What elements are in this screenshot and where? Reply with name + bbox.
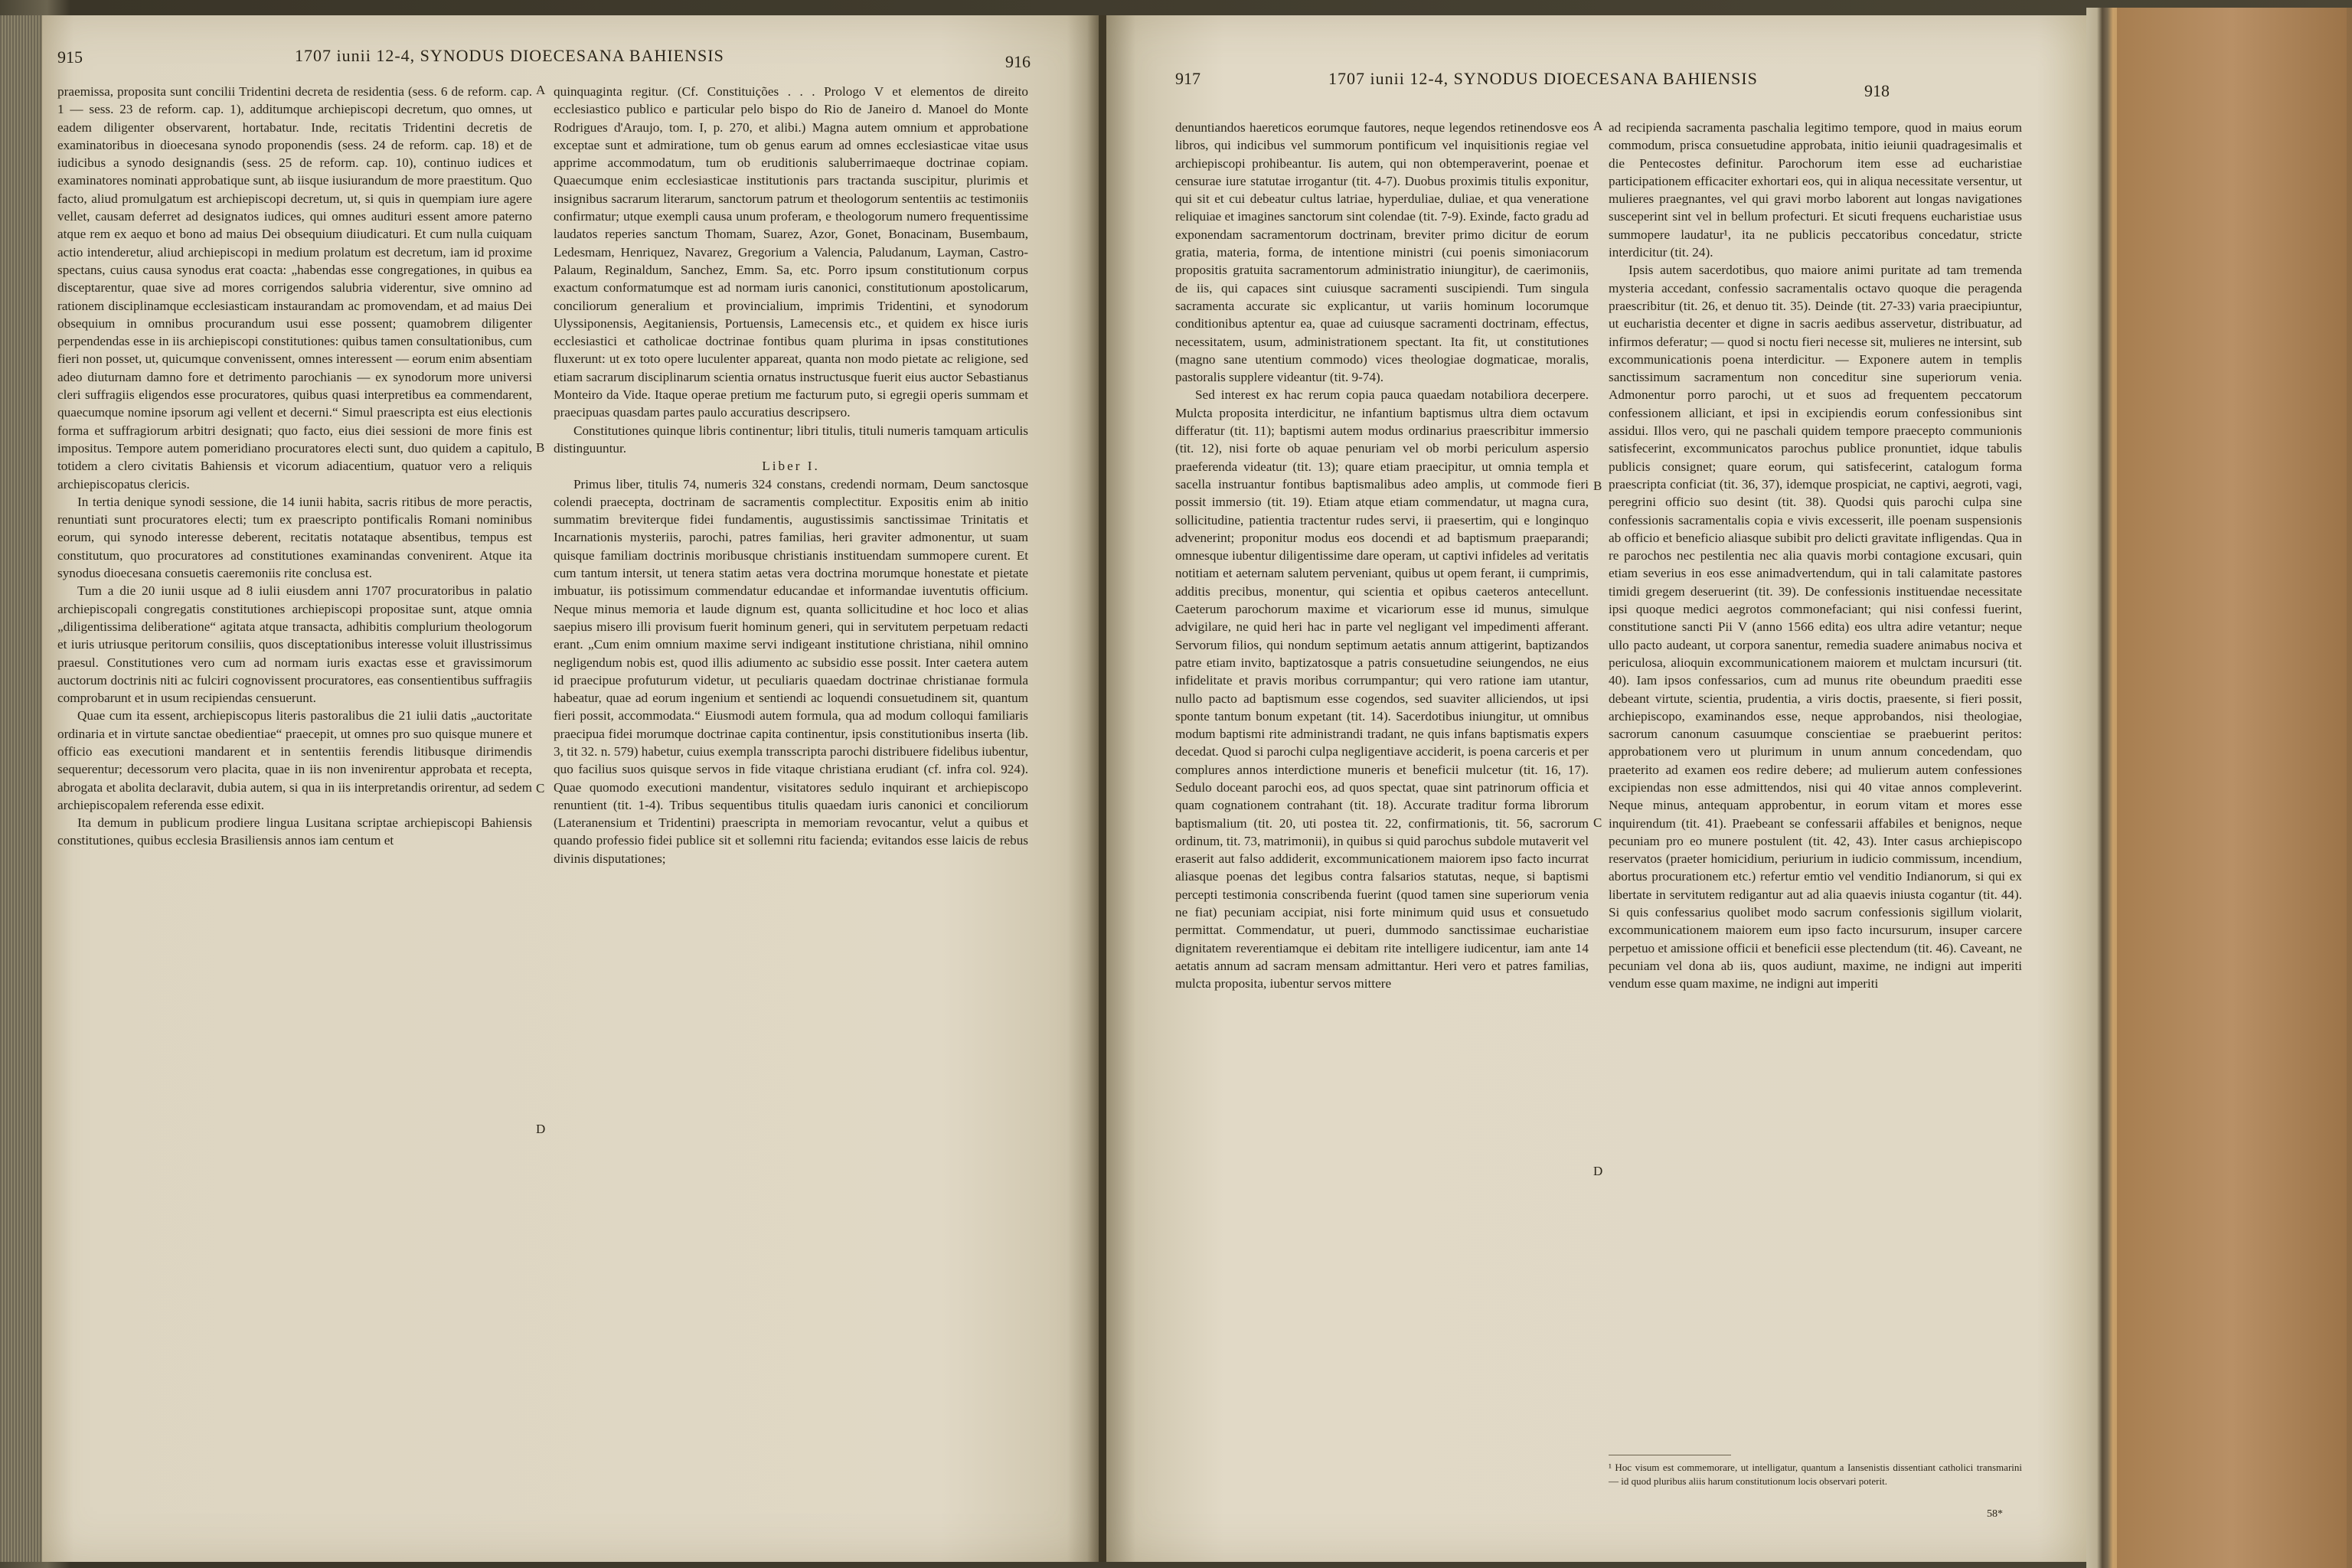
- footnote: ¹ Hoc visum est commemorare, ut intelligatur, quantum a Iansenistis dissentiant catholici transmarini — id quod pluribus aliis harum constitutionum locis observari poterit.: [1609, 1462, 2022, 1487]
- page-number: 918: [1864, 81, 1890, 100]
- paragraph: Quae cum ita essent, archiepiscopus literis pastoralibus die 21 iulii datis „auctoritate ordinaria et in virtute sanctae obedientiae“ praecepit, ut omnes pro suo quisque munere et officio eas executioni mandarent et in sententiis ferendis litibusque dirimendis sequerentur; decessorum vero placita, quae in iis non invenirentur approbata et recepta, abrogata et abolita declaravit, dubia autem, si qua in iis interpretandis orirentur, ad sedem archiepiscopalem referenda esse edixit.: [57, 708, 532, 812]
- paragraph: quinquaginta regitur. (Cf. Constituições . . . Prologo V et elementos de direito ecclesiastico publico e particular pelo bispo do Rio de Janeiro d. Manoel do Monte Rodrigues d'Araujo, tom. I, p. 270, et alibi.) Magna autem omnium et approbatione exceptae sunt et admiratione, tum ob genus earum ad omnes ecclesiasticae vitae usus apprime accommodatum, tum ob eruditionis saluberrimaeque doctrinae copiam. Quaecumque enim ecclesiasticae institutionis pars tractanda suscipitur, plurimis et insignibus sacrarum literarum, sanctorum patrum et theologorum sententiis ac testimoniis confirmatur; utque exempli causa unum proferam, e theologorum numero frequentissime laudatos reperies sanctum Thomam, Suarez, Azor, Gonet, Bonacinam, Busembaum, Ledesmam, Henriquez, Navarez, Gregorium a Valencia, Paludanum, Layman, Castro-Palaum, Reginaldum, Sanchez, Emm. Sa, etc. Porro ipsum constitutionum corpus exactum conformatumque est ad normam iuris canonici, constitutionum apostolicarum, conciliorum generalium et provincialium, imprimis Tridentini, et synodorum Ulyssiponensis, Aegitaniensis, Portuensis, Lamecensis etc., et quidem ex hisce iuris ecclesiastici et catholicae doctrinae fontibus quam plurima in ipsas constitutiones fluxerunt: ut ex toto opere luculenter appareat, quanta non modo pietate ac religione, sed etiam sacrarum disciplinarum scientia ornatus instructusque fuerit eius auctor Sebastianus Monteiro da Vide. Itaque operae pretium me facturum puto, si egregii operis summam et praecipuas quasdam partes paulo accuratius descripsero.: [554, 84, 1028, 420]
- text-column-2: [554, 83, 1028, 867]
- book-cover-edge: [2086, 8, 2352, 1568]
- left-page: [42, 15, 1099, 1562]
- text-column-1: [1175, 119, 1589, 993]
- paragraph: Primus liber, titulis 74, numeris 324 constans, credendi normam, Deum sanctosque colendi praecepta, doctrinam de sacramentis complectitur. Expositis enim ab initio summatim breviterque fidei fundamentis, augustissimis sanctissimae Trinitatis et Incarnationis mysteriis, parochi, patres familias, heri graviter admonentur, ut suam quisque familiam doctrinis moribusque christianis instituendam summopere curent. Et cum tantum intersit, ut tenera statim aetas vera doctrina morumque honestate et pietate imbuatur, iis potissimum commendatur educandae et informandae iuventutis officium. Neque minus memoria et laude dignum est, quanta sollicitudine et hoc loco et alias saepius misero illi provisum fuerit hominum generi, qui in servitutem perpetuam redacti erant. „Cum enim omnium maxime servi indigeant institutione christiana, nihil omnino negligendum nobis est, quod illis adiumento ac subsidio esse possit. Inter caetera autem id praecipue profuturum videtur, ut peculiaris quaedam doctrinae christianae formula habeatur, quae ad eorum ingenium et sentiendi ac loquendi consuetudinem sit, quantum fieri possit, accommodata.“ Eiusmodi autem formula, qua ad modum colloqui familiaris praecipua fidei morumque doctrinae capita continentur, ipsis constitutionibus inserta (lib. 3, tit 32. n. 579) habetur, cuius exempla transscripta parochi distribuere fidelibus iubentur, quo facilius suos quisque servos in fide vitaque christiana erudiant (cf. infra col. 924). Quae quomodo executioni mandentur, visitatores sedulo inquirant et archiepiscopo renuntient (tit. 1-4). Tribus sequentibus titulis quaedam iuris canonici et conciliorum (Lateranensium et Tridentini) praescripta in memoriam revocantur, velut a quibus et quando professio fidei publice sit et sollemni ritu facienda; evitandos esse laicis de rebus divinis disputationes;: [554, 476, 1028, 866]
- paragraph: Ipsis autem sacerdotibus, quo maiore animi puritate ad tam tremenda mysteria accedant, confessio sacramentalis octavo quoque die peragenda praescribitur (tit. 26, et denuo tit. 35). Deinde (tit. 27-33) varia praecipiuntur, ut eucharistia decenter et digne in sacris aedibus asservetur, distribuatur, ad infirmos deferatur; — quod si noctu fieri necesse sit, mulieres ne intersint, sub excommunicationis poena interdicitur. — Exponere autem in templis sanctissimum sacramentum non conceditur sine superiorum venia. Admonentur porro parochi, ut et suos ad frequentem peccatorum confessionem alliciant, et ipsi in excipiendis eorum confessionibus sint assidui. Illos vero, qui ne paschali quidem tempore praecepto communionis satisfecerint, excommunicatos parochus publice pronuntiet, idque tabulis publicis consignet; quare eorum, qui satisfecerint, catalogum forma praescripta conficiat (tit. 36, 37), idemque prospiciat, ne captivi, aegroti, vagi, peregrini officio suo desint (tit. 38). Quodsi quis parochi culpa sine confessionis sacramentalis copia e vivis excesserit, ille poenam suspensionis ab officio et beneficio aliasque subibit pro delicti gravitate infligendas. Qua in re parochos nec pestilentia nec alia quavis morbi contagione excusari, quin etiam severius in eos esse animadvertendum, qui in tali calamitate pastores timidi gregem deseruerint (tit. 39). De confessionis instituendae necessitate ipsi quoque medici aegrotos commonefaciant; qui nisi confessi fuerint, constitutione sancti Pii V (anno 1566 edita) eos ultra adire vetantur; neque ullo pacto audeant, ut corpora sanentur, remedia suadere animabus nociva et periculosa, alioquin excommunicationem maiorem et mulctam incursuri (tit. 40). Iam ipsos confessarios, cum ad munus rite obeundum praediti esse debeant virtute, scientia, prudentia, a viris doctis, praesente, si fieri possit, archiepiscopo, examinandos esse, neque approbandos, nisi theologiae, sacrorum canonum casuumque conscientiae se praebuerint peritos: approbationem vero ut plurimum in unum annum concedendam, quo praeterito ad examen eos redire debere; ad mulierum autem confessiones excipiendas non esse admittendos, nisi qui 40 vitae annos compleverint. Neque minus, antequam approbentur, in eorum vitam et mores esse inquirendum (tit. 41). Praebeant se confessarii affabiles et benignos, neque pecuniam pro eo munere postulent (tit. 42, 43). Inter casus archiepiscopo reservatos (praeter homicidium, periurium in iudicio commissum, incendium, abortus procurationem etc.) refertur emtio vel venditio Indianorum, si qui ex libertate in servitutem redigantur aut ad alia quaevis iniusta cogantur (tit. 44). Si quis confessarius quolibet modo sacrum confessionis sigillum violarit, excommunicationem maiorem eum ipso facto incursurum, insuper carcere perpetuo et amissione officii et beneficii esse plectendum (tit. 46). Caveant, ne pecuniam vel dona ab iis, quos audiunt, maxime, ne indigni aut imperiti vendum esse quam maxime, ne indigni aut imperiti: [1609, 263, 2022, 991]
- text-column-2: [1609, 119, 2022, 993]
- signature-mark: 58*: [1987, 1508, 2003, 1520]
- right-page: [1106, 15, 2086, 1562]
- margin-marker: C: [1593, 815, 1602, 830]
- paragraph: denuntiandos haereticos eorumque fautores, neque legendos retinendosve eos libros, qui indicibus vel summorum pontificum vel inquisitionis regiae vel archiepiscopi prohibeantur. Iis autem, qui non obtemperaverint, poenae et censurae iure statutae irrogantur (tit. 4-7). Duobus proximis titulis exponitur, qui sit et cui debeatur cultus latriae, hyperduliae, duliae, et qua veneratione reliquiae et imagines sanctorum sint colendae (tit. 7-9). Exinde, facto gradu ad exponendam sacramentorum doctrinam, breviter primo dicitur de eorum gratia, materia, forma, de intentione ministri (cui poenis simoniacorum propositis gratuita sacramentorum administratio iniungitur), de caerimoniis, de iis, qui capaces sint cuiusque sacramenti suscipiendi. Tum singula sacramenta accurate sic explicantur, ut variis hominum locorumque conditionibus aptentur ea, quae ad cuiusque sacramenti doctrinam, effectus, necessitatem, usum, administrationem spectant. Ita fit, ut constitutiones (magno sane utentium commodo) vices theologiae dogmaticae, moralis, pastoralis supplere videantur (tit. 9-74).: [1175, 120, 1589, 385]
- page-number: 916: [1005, 52, 1031, 71]
- page-number: 917: [1175, 69, 1200, 88]
- margin-marker: A: [536, 83, 546, 97]
- running-head: 1707 iunii 12-4, SYNODUS DIOECESANA BAHIENSIS: [295, 46, 724, 65]
- page-number: 915: [57, 47, 83, 67]
- margin-marker: B: [1593, 479, 1602, 493]
- paragraph: Ita demum in publicum prodiere lingua Lusitana scriptae archiepiscopi Bahiensis constitutiones, quibus ecclesia Brasiliensis annos iam centum et: [57, 815, 532, 848]
- paragraph: Sed interest ex hac rerum copia pauca quaedam notabiliora decerpere. Mulcta proposita interdicitur, ne infantium baptismus ultra diem octavum differatur (tit. 11); baptismi autem modus ordinarius praescribitur immersio (tit. 12), nisi forte ob aquae penuriam vel ob morbi periculum aspersio praeferenda videatur (tit. 13); quare etiam praecipitur, ut omnia templa et sacella instruantur fontibus baptismalibus adeo amplis, ut commode fieri possit immersio (tit. 19). Etiam atque etiam commendatur, ut magna cura, sollicitudine, patientia tractentur rudes servi, ii praesertim, qui e longinquo advenerint; proponitur modus eos docendi et ad baptismum praeparandi; omnesque iubentur diligentissime dare operam, ut captivi infideles ad veritatis notitiam et aeternam salutem perveniant, quibus ut opem ferant, ii cumprimis, additis precibus, monentur, qui scientia et opibus caeteros antecellunt. Caeterum parochorum maxime et vicariorum esse id munus, simulque advigilare, ne quid heri hac in parte vel negligant vel impedimenti afferant. Servorum filios, qui nondum septimum aetatis annum attigerint, baptizandos patre etiam invito, baptizatosque a patris consuetudine seiungendos, ne eius infidelitate et pravis moribus corrumpantur; qui vero ratione iam utantur, nullo pacto ad baptismum esse cogendos, sed suaviter alliciendos, ut ipsi sponte tantum bonum expetant (tit. 14). Sacerdotibus iniungitur, ut omnibus modum baptismi rite administrandi tradant, ne quis infans baptismatis expers decedat. Quod si parochi culpa negligentiave acciderit, is poena carceris et per complures annos interdictione muneris et beneficii mulcetur (tit. 16, 17). Sedulo doceant parochi eos, ad quos spectat, quae sint patrinorum officia et quam cognationem contrahant (tit. 18). Accurate traditur forma librorum baptismalium (tit. 20, uti postea tit. 22, confirmationis, tit. 56, sacrorum ordinum, tit. 73, matrimonii), in quibus si quid parochus subdole mutaverit vel eraserit aut falso addiderit, excommunicationem maiorem ipso facto incurrat aliasque poenas det legibus contra falsarios statutas, neque, si baptismi percepti testimonia conscribenda fuerint (quod tamen sine superiorum venia ne fiat) pecuniam accipiat, nisi forte minimum quid usus et consuetudo permittat. Commendatur, ut pueri, dummodo sanctissimae eucharistiae dignitatem reverentiamque ei debitam rite intelligere iudicentur, iam ante 14 aetatis annum ad sacram mensam admittantur. Heri vero et patres familias, mulcta proposita, iubentur servos mittere: [1175, 387, 1589, 991]
- paragraph: ad recipienda sacramenta paschalia legitimo tempore, quod in maius eorum commodum, prisca consuetudine approbata, initio ieiunii quadragesimalis et die Pentecostes definitur. Parochorum item esse ad eucharistiae participationem efficaciter exhortari eos, qui in aliqua necessitate versentur, ut mulieres praegnantes, vel qui gravi morbo laborent aut longas navigationes susceperint sint vel in bellum profecturi. Et sicuti frequens eucharistiae usus summopere laudatur¹, ita ne publicis peccatoribus concedatur, stricte interdicitur (tit. 24).: [1609, 120, 2022, 260]
- margin-marker: A: [1593, 119, 1603, 133]
- margin-marker: D: [536, 1122, 546, 1136]
- page-stack-left: [0, 15, 46, 1562]
- section-heading: Liber I.: [762, 459, 820, 474]
- margin-marker: D: [1593, 1164, 1603, 1178]
- cover-board: [2117, 8, 2347, 1568]
- running-head: 1707 iunii 12-4, SYNODUS DIOECESANA BAHIENSIS: [1328, 69, 1758, 88]
- paragraph: In tertia denique synodi sessione, die 14 iunii habita, sacris ritibus de more peractis, renuntiati sunt procuratores electi; tum ex praescripto pontificalis Romani nominibus eorum, qui synodo interesse deberent, recitatis notataque absentibus, tempus est constitutum, quo procuratores ad constitutiones examinandas convenirent. Atque ita synodus dioecesana consuetis caeremoniis rite conclusa est.: [57, 494, 532, 581]
- margin-marker: B: [536, 440, 545, 455]
- paragraph: Tum a die 20 iunii usque ad 8 iulii eiusdem anni 1707 procuratoribus in palatio archiepiscopali congregatis constitutiones archiepiscopi propositae sunt, atque omnia „diligentissima deliberatione“ agitata atque transacta, adhibitis complurium theologorum et iuris utriusque peritorum consiliis, quos disceptationibus interesse voluit illustrissimus praesul. Constitutiones vero cum ad normam iuris exactas esse et gravissimorum auctorum doctrinis niti ac fulciri cognovissent procuratores, eas consentientibus suffragiis comprobarunt et in usum recipiendas censuerunt.: [57, 583, 532, 706]
- paragraph: Constitutiones quinque libris continentur; libri titulis, tituli numeris tamquam articulis distinguuntur.: [554, 423, 1028, 456]
- paragraph: praemissa, proposita sunt concilii Tridentini decreta de residentia (sess. 6 de reform. cap. 1 — sess. 23 de reform. cap. 1), additumque archiepiscopi decretum, quo omnes, ut eadem diligenter observarent, hortabatur. Inde, recitatis Tridentini decretis de examinatoribus in dioecesana synodo proponendis (sess. 24 de reform. cap. 18) et de iudicibus a synodo designandis (sess. 25 de reform. cap. 10), continuo iudices et examinatores nominati approbatique sunt, ab iisque iusiurandum de more praestitum. Quo facto, aliud promulgatum est archiepiscopi decretum, ut, si quis in quempiam iure agere vellet, causam deferret ad designatos iudices, qui omnes audituri essent amore paterno atque rem ex aequo et bono ad maius Dei obsequium diiudicaturi. Et cum nulla cuiquam actio intenderetur, aliud archiepiscopi in medium prolatum est decretum, iam id proxime spectans, cuius causa synodus erat coacta: „habendas esse congregationes, in quibus ea disceptarentur, quae sive ad mores corrigendos salubria viderentur, sive omnino ad rationem disciplinamque ecclesiasticam instaurandam ac promovendam, et ad maius Dei obsequium in omnibus procurandum usui esse possent; quamobrem diligenter perpendendas esse in iis archiepiscopi constitutiones: quibus tamen consultationibus, cum fieri non posset, ut, quicumque convenissent, omnes interessent — eorum enim absentiam adeo diuturnam damno fore et detrimento parochianis — ex synodorum more universi cleri suffragiis eligendos esse procuratores, quibus quasi interpretibus ea commendarent, quaecumque nomine ipsorum agi vellent et decerni.“ Simul praescripta est eius electionis forma et suffragiorum arbitri designati; quo facto, eius diei sessioni de more finis est impositus. Tempore autem pomeridiano procuratores electi sunt, duo quidem a capitulo, totidem a clero civitatis Bahiensis et vicorum adiacentium, quatuor vero a reliquis archiepiscopatus clericis.: [57, 84, 532, 492]
- margin-marker: C: [536, 781, 545, 795]
- text-column-1: [57, 83, 532, 850]
